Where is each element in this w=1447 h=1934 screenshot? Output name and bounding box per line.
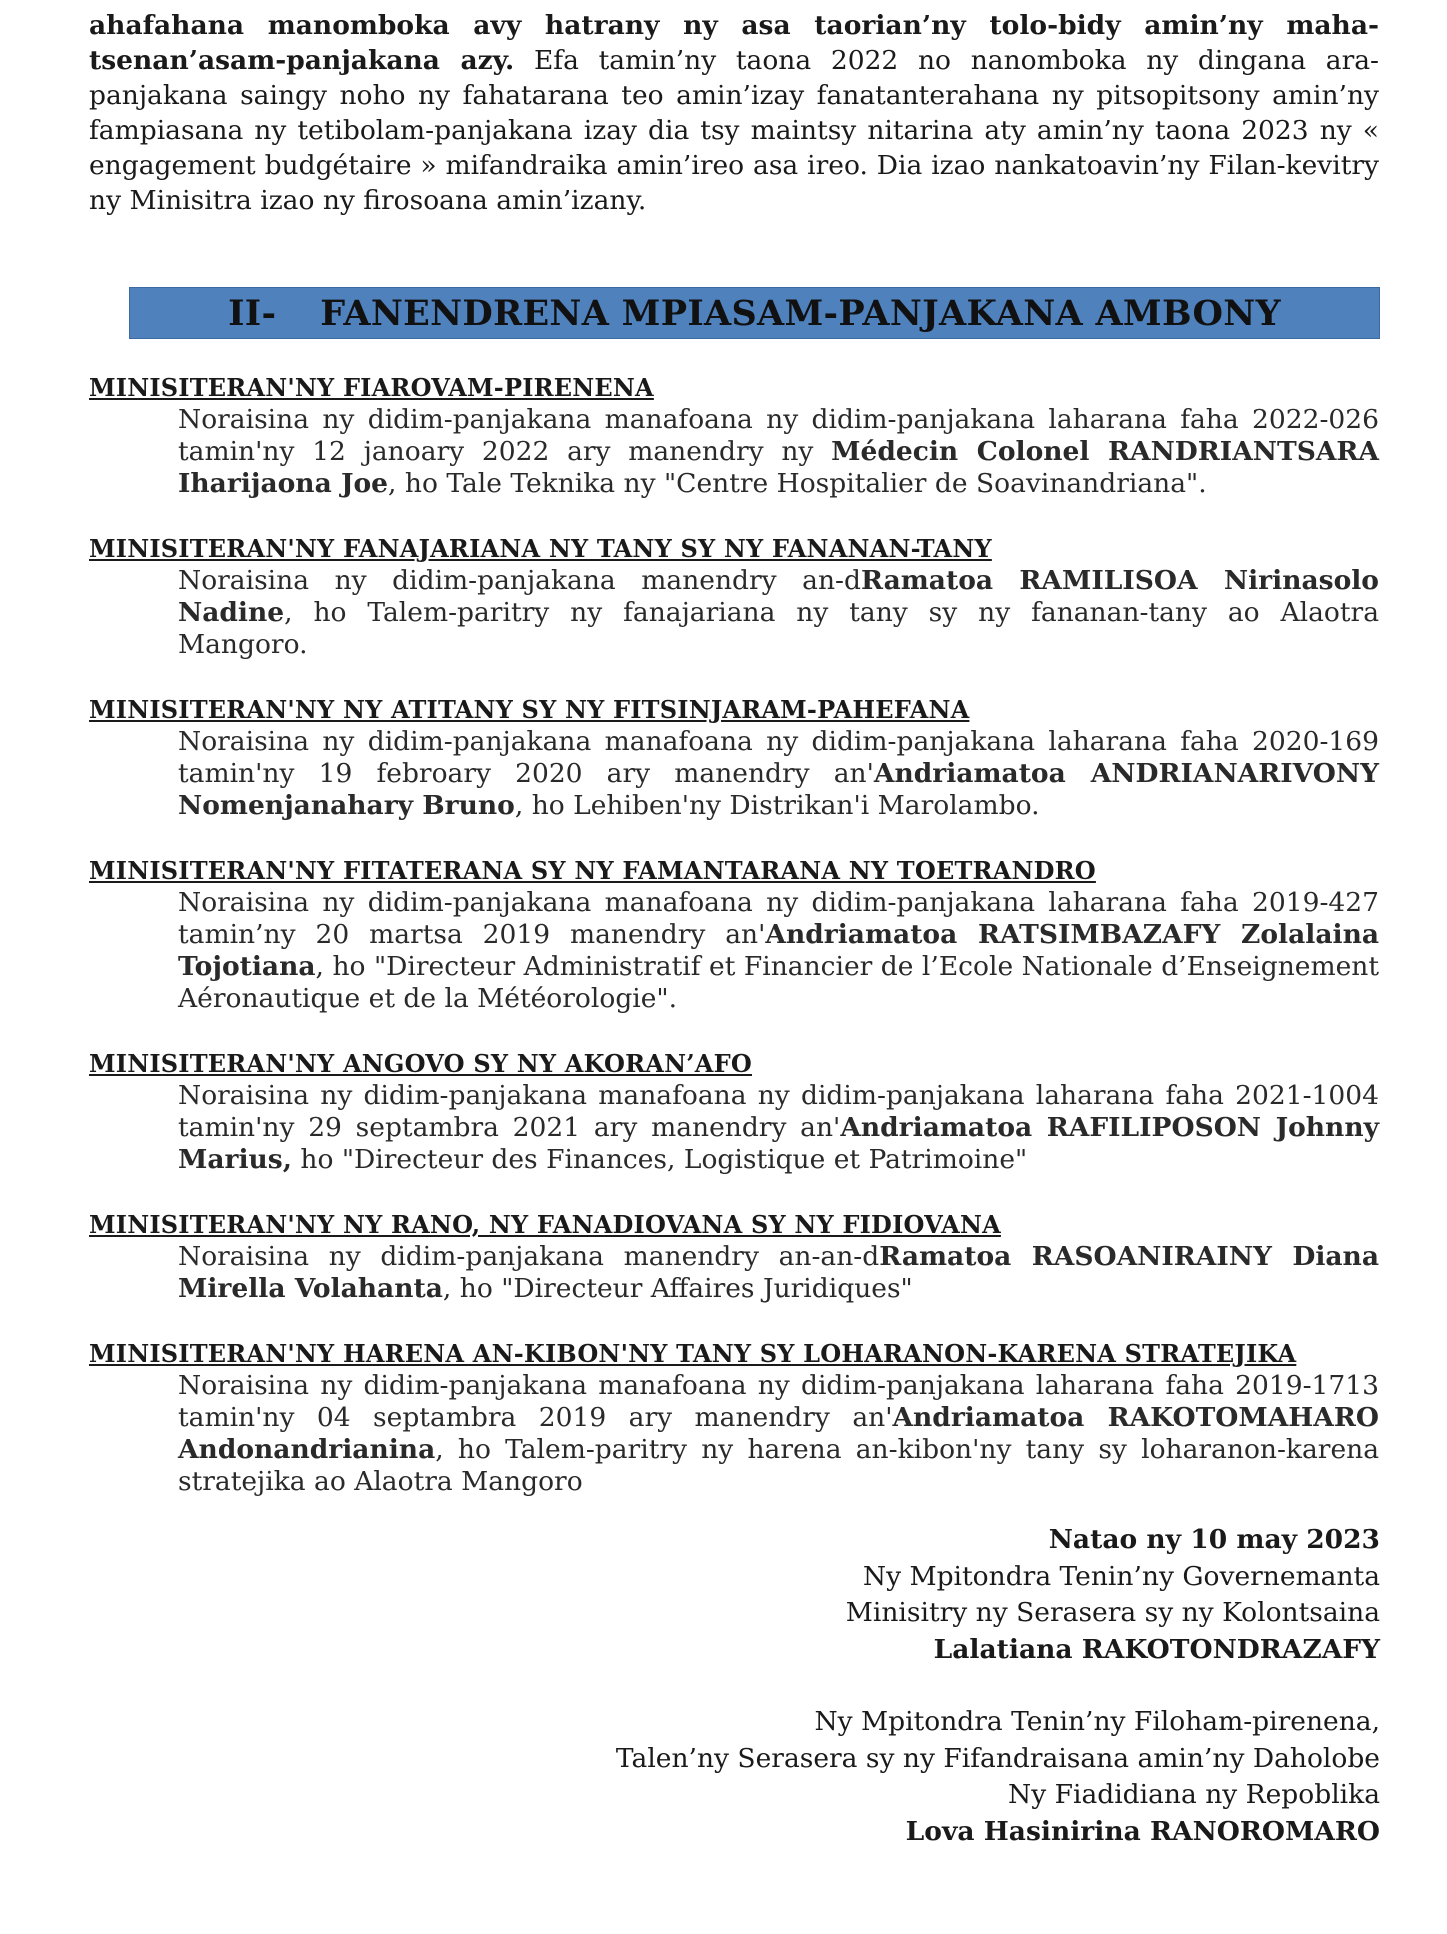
ministry-section [89,854,1379,1015]
appointment-text [178,404,1379,500]
appointment-prefix: Noraisina ny didim-panjakana manendry an-d [178,565,861,596]
ministry-section [89,532,1379,661]
signature-block [480,1522,1380,1850]
ministry-section [89,371,1379,500]
appointment-suffix: , ho "Directeur Administratif et Financier de l’Ecole Nationale d’Enseignement Aéronautique et de la Météorologie". [178,951,1379,1014]
appointment-suffix: , ho Talem-paritry ny harena an-kibon'ny tany sy loharanon-karena stratejika ao Alaotra Mangoro [178,1434,1379,1497]
appointment-text [178,1080,1379,1176]
appointment-suffix: , ho Tale Teknika ny "Centre Hospitalier de Soavinandriana". [388,468,1207,499]
appointment-text [178,887,1379,1015]
appointee-name: Andriamatoa RATSIMBAZAFY Zolalaina Tojotiana [178,919,1380,982]
appointment-prefix: Noraisina ny didim-panjakana manafoana ny didim-panjakana laharana faha 2020-169 tamin'ny 19 febroary 2020 ary manendry an' [178,726,1379,789]
appointee-name: Ramatoa RAMILISOA Nirinasolo Nadine [178,565,1379,628]
signatory-name: Lova Hasinirina RANOROMARO [905,1815,1380,1847]
signatory-role: Ny Mpitondra Tenin’ny Filoham-pirenena, [814,1706,1380,1737]
appointment-prefix: Noraisina ny didim-panjakana manafoana ny didim-panjakana laharana faha 2021-1004 tamin'ny 29 septambra 2021 ary manendry an' [178,1080,1379,1143]
appointee-name: Médecin Colonel RANDRIANTSARA Iharijaona Joe [178,436,1379,499]
appointment-prefix: Noraisina ny didim-panjakana manafoana ny didim-panjakana laharana faha 2019-427 tamin’ny 20 martsa 2019 manendry an' [178,887,1379,950]
signatory-role: Talen’ny Serasera sy ny Fifandraisana amin’ny Daholobe [615,1742,1380,1774]
ministry-section [89,1337,1379,1498]
appointment-prefix: Noraisina ny didim-panjakana manendry an-an-d [178,1241,880,1272]
appointment-prefix: Noraisina ny didim-panjakana manafoana ny didim-panjakana laharana faha 2019-1713 tamin'ny 04 septambra 2019 ary manendry an' [178,1370,1379,1433]
appointment-suffix: , ho Talem-paritry ny fanajariana ny tany sy ny fananan-tany ao Alaotra Mangoro. [178,597,1379,660]
signatory-role: Ny Fiadidiana ny Repoblika [1008,1779,1380,1810]
ministry-heading: MINISITERAN'NY FANAJARIANA NY TANY SY NY FANANAN-TANY [89,534,992,563]
appointment-text [178,1241,1379,1305]
appointee-name: Andriamatoa RAKOTOMAHARO Andonandrianina [178,1402,1379,1465]
section-banner [129,287,1380,339]
intro-text: Efa tamin’ny taona 2022 no nanomboka ny dingana ara-panjakana saingy noho ny fahatarana teo amin’izay fanatanterahana ny pitsopitsony amin’ny fampiasana ny tetibolam-panjakana izay dia tsy maintsy nitarina aty amin’ny taona 2023 ny « engagement budgétaire » mifandraika amin’ireo asa ireo. Dia izao nankatoavin’ny Filan-kevitry ny Minisitra izao ny firosoana amin’izany. [89,45,1379,216]
ministry-heading: MINISITERAN'NY FIAROVAM-PIRENENA [89,373,654,402]
ministry-section [89,693,1379,822]
signatory-role: Minisitry ny Serasera sy ny Kolontsaina [845,1597,1380,1628]
signatory-name: Lalatiana RAKOTONDRAZAFY [933,1633,1380,1665]
appointee-name: Andriamatoa RAFILIPOSON Johnny Marius, [178,1112,1379,1175]
intro-paragraph [89,8,1379,218]
ministry-heading: MINISITERAN'NY HARENA AN-KIBON'NY TANY SY LOHARANON-KARENA STRATEJIKA [89,1339,1297,1368]
document-page [89,0,1379,218]
appointment-prefix: Noraisina ny didim-panjakana manafoana ny didim-panjakana laharana faha 2022-026 tamin'ny 12 janoary 2022 ary manendry ny [178,404,1379,467]
signature-date: Natao ny 10 may 2023 [1048,1524,1380,1555]
ministry-section [89,1047,1379,1176]
appointment-suffix: ho "Directeur des Finances, Logistique et Patrimoine" [291,1144,1028,1175]
banner-number: II- [228,292,277,334]
appointments-list [89,371,1379,1530]
banner-title: FANENDRENA MPIASAM-PANJAKANA AMBONY [320,292,1281,334]
appointment-text [178,565,1379,661]
ministry-heading: MINISITERAN'NY FITATERANA SY NY FAMANTARANA NY TOETRANDRO [89,856,1096,885]
appointee-name: Andriamatoa ANDRIANARIVONY Nomenjanahary Bruno [178,758,1379,821]
ministry-section [89,1208,1379,1305]
ministry-heading: MINISITERAN'NY NY ATITANY SY NY FITSINJARAM-PAHEFANA [89,695,970,724]
appointment-text [178,726,1379,822]
appointment-text [178,1370,1379,1498]
appointee-name: Ramatoa RASOANIRAINY Diana Mirella Volahanta [178,1241,1379,1304]
intro-bold-lead: ahafahana manomboka avy hatrany ny asa taorian’ny tolo-bidy amin’ny maha-tsenan’asam-panjakana azy. [89,10,1379,76]
signatory-role: Ny Mpitondra Tenin’ny Governemanta [862,1560,1380,1592]
ministry-heading: MINISITERAN'NY NY RANO, NY FANADIOVANA SY NY FIDIOVANA [89,1210,1001,1239]
ministry-heading: MINISITERAN'NY ANGOVO SY NY AKORAN’AFO [89,1049,752,1078]
signature-spacer [480,1668,1380,1704]
appointment-suffix: , ho Lehiben'ny Distrikan'i Marolambo. [514,790,1040,821]
appointment-suffix: , ho "Directeur Affaires Juridiques" [442,1273,913,1304]
